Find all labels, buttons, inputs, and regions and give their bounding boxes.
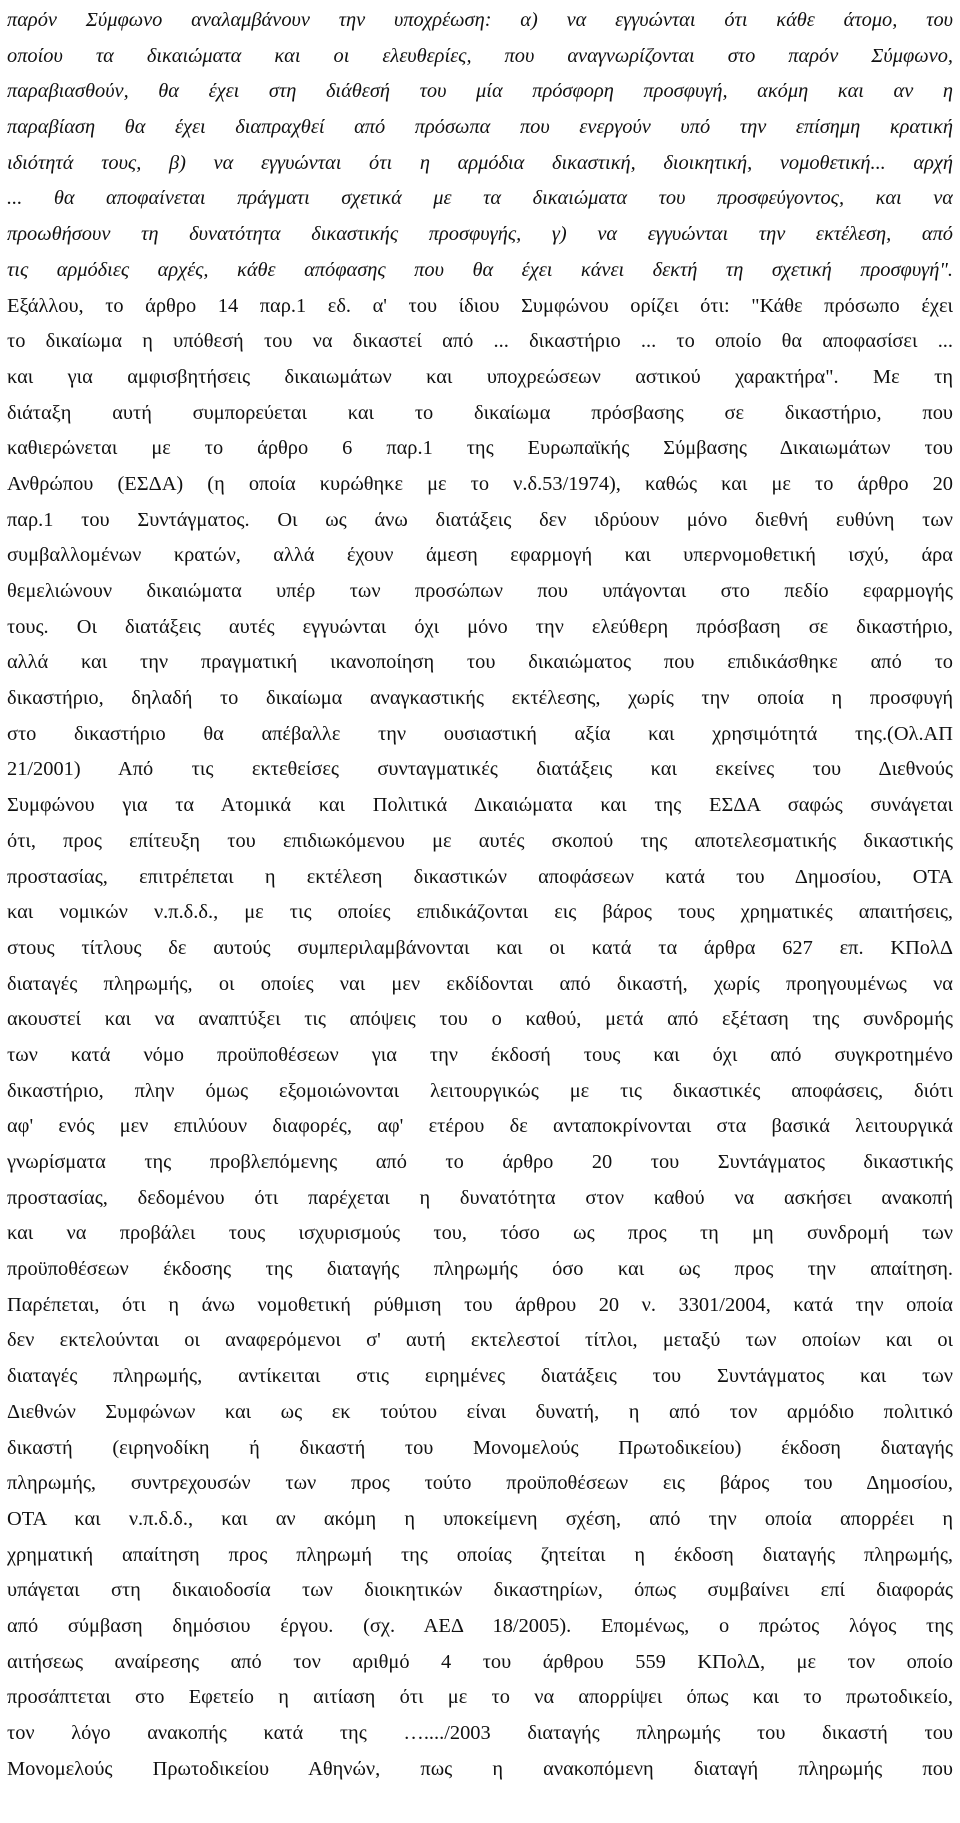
text-line: Εξάλλου, το άρθρο 14 παρ.1 εδ. α' του ίδιου Συμφώνου ορίζει ότι: "Κάθε πρόσωπο έχει (7, 294, 953, 317)
text-line: παρόν Σύμφωνο αναλαμβάνουν την υποχρέωση: α) να εγγυώνται ότι κάθε άτομο, του (7, 9, 953, 31)
text-line: ότι, προς επίτευξη του επιδιωκόμενου με αυτές σκοπού της αποτελεσματικής δικαστικής (7, 829, 953, 852)
text-line: διαταγές πληρωμής, οι οποίες ναι μεν εκδίδονται από δικαστή, χωρίς προηγουμένως να (7, 972, 953, 995)
text-line: δεν εκτελούνται οι αναφερόμενοι σ' αυτή εκτελεστοί τίτλοι, μεταξύ των οποίων και οι (7, 1329, 953, 1352)
text-line: ακουστεί και να αναπτύξει τις απόψεις του ο καθού, μετά από εξέταση της συνδρομής (7, 1008, 953, 1031)
text-line: προωθήσουν τη δυνατότητα δικαστικής προσφυγής, γ) να εγγυώνται την εκτέλεση, από (7, 223, 953, 246)
text-line: παραβιασθούν, θα έχει στη διάθεσή του μία πρόσφορη προσφυγή, ακόμη και αν η (7, 80, 953, 103)
text-line: ιδιότητά τους, β) να εγγυώνται ότι η αρμόδια δικαστική, διοικητική, νομοθετική... αρχή (7, 151, 953, 174)
text-line: παρ.1 του Συντάγματος. Οι ως άνω διατάξεις δεν ιδρύουν μόνο διεθνή ευθύνη των (7, 508, 953, 531)
text-line: προϋποθέσεων έκδοσης της διαταγής πληρωμής όσο και ως προς την απαίτηση. (7, 1258, 953, 1281)
text-line: γνωρίσματα της προβλεπόμενης από το άρθρο 20 του Συντάγματος δικαστικής (7, 1151, 953, 1173)
document-page (7, 0, 953, 1823)
text-line: και να προβάλει τους ισχυρισμούς του, τόσο ως προς τη μη συνδρομή των (7, 1222, 953, 1245)
text-line: τον λόγο ανακοπής κατά της …..../2003 διαταγής πληρωμής του δικαστή του (7, 1722, 953, 1744)
text-line: πληρωμής, συντρεχουσών των προς τούτο προϋποθέσεων εις βάρος του Δημοσίου, (7, 1472, 953, 1495)
text-line: Μονομελούς Πρωτοδικείου Αθηνών, πως η ανακοπόμενη διαταγή πληρωμής που (7, 1757, 953, 1780)
text-line: αιτήσεως αναίρεσης από τον αριθμό 4 του άρθρου 559 ΚΠολΔ, με τον οποίο (7, 1650, 953, 1673)
text-line: 21/2001) Από τις εκτεθείσες συνταγματικές διατάξεις και εκείνες του Διεθνούς (7, 758, 953, 781)
text-line: δικαστήριο, δηλαδή το δικαίωμα αναγκαστικής εκτέλεσης, χωρίς την οποία η προσφυγή (7, 687, 953, 710)
text-line: οποίου τα δικαιώματα και οι ελευθερίες, που αναγνωρίζονται στο παρόν Σύμφωνο, (7, 44, 953, 67)
text-line: Διεθνών Συμφώνων και ως εκ τούτου είναι δυνατή, η από τον αρμόδιο πολιτικό (7, 1400, 953, 1423)
text-line: διάταξη αυτή συμπορεύεται και το δικαίωμα πρόσβασης σε δικαστήριο, που (7, 401, 953, 424)
text-line: δικαστή (ειρηνοδίκη ή δικαστή του Μονομελούς Πρωτοδικείου) έκδοση διαταγής (7, 1436, 953, 1459)
text-line (7, 1787, 953, 1823)
text-line: προσάπτεται στο Εφετείο η αιτίαση ότι με το να απορρίψει όπως και το πρωτοδικείο, (7, 1686, 953, 1709)
text-line: προστασίας, δεδομένου ότι παρέχεται η δυνατότητα στον καθού να ασκήσει ανακοπή (7, 1186, 953, 1209)
text-line: το δικαίωμα η υπόθεσή του να δικαστεί από ... δικαστήριο ... το οποίο θα αποφασίσει ... (7, 330, 953, 353)
text-line: των κατά νόμο προϋποθέσεων για την έκδοσή τους και όχι από συγκροτημένο (7, 1043, 953, 1066)
text-line: Ανθρώπου (ΕΣΔΑ) (η οποία κυρώθηκε με το ν.δ.53/1974), καθώς και με το άρθρο 20 (7, 472, 953, 495)
text-line: και νομικών ν.π.δ.δ., με τις οποίες επιδικάζονται εις βάρος τους χρηματικές απαιτήσεις, (7, 901, 953, 924)
text-line: αλλά και την πραγματική ικανοποίηση του δικαιώματος που επιδικάσθηκε από το (7, 651, 953, 674)
text-line: στο δικαστήριο θα απέβαλλε την ουσιαστική αξία και χρησιμότητά της.(Ολ.ΑΠ (7, 722, 953, 745)
text-line: υπάγεται στη δικαιοδοσία των διοικητικών δικαστηρίων, όπως συμβαίνει επί διαφοράς (7, 1579, 953, 1602)
text-line: ΟΤΑ και ν.π.δ.δ., και αν ακόμη η υποκείμενη σχέση, από την οποία απορρέει η (7, 1507, 953, 1530)
text-line: προστασίας, επιτρέπεται η εκτέλεση δικαστικών αποφάσεων κατά του Δημοσίου, ΟΤΑ (7, 865, 953, 888)
text-line: θεμελιώνουν δικαιώματα υπέρ των προσώπων που υπάγονται στο πεδίο εφαρμογής (7, 580, 953, 602)
text-line: Παρέπεται, ότι η άνω νομοθετική ρύθμιση του άρθρου 20 ν. 3301/2004, κατά την οποία (7, 1293, 953, 1316)
text-line: παραβίαση θα έχει διαπραχθεί από πρόσωπα που ενεργούν υπό την επίσημη κρατική (7, 116, 953, 139)
text-line: ... θα αποφαίνεται πράγματι σχετικά με τα δικαιώματα του προσφεύγοντος, και να (7, 187, 953, 210)
text-line: Συμφώνου για τα Ατομικά και Πολιτικά Δικαιώματα και της ΕΣΔΑ σαφώς συνάγεται (7, 794, 953, 817)
text-line: καθιερώνεται με το άρθρο 6 παρ.1 της Ευρωπαϊκής Σύμβασης Δικαιωμάτων του (7, 437, 953, 460)
text-line: από σύμβαση δημόσιου έργου. (σχ. ΑΕΔ 18/2005). Επομένως, ο πρώτος λόγος της (7, 1614, 953, 1637)
text-line: χρηματική απαίτηση προς πληρωμή της οποίας ζητείται η έκδοση διαταγής πληρωμής, (7, 1543, 953, 1566)
text-line: συμβαλλομένων κρατών, αλλά έχουν άμεση εφαρμογή και υπερνομοθετική ισχύ, άρα (7, 544, 953, 567)
text-line: στους τίτλους δε αυτούς συμπεριλαμβάνονται και οι κατά τα άρθρα 627 επ. ΚΠολΔ (7, 936, 953, 959)
text-line: αφ' ενός μεν επιλύουν διαφορές, αφ' ετέρου δε ανταποκρίνονται στα βασικά λειτουργικά (7, 1115, 953, 1138)
text-line: δικαστήριο, πλην όμως εξομοιώνονται λειτουργικώς με τις δικαστικές αποφάσεις, διότι (7, 1079, 953, 1102)
text-line: τις αρμόδιες αρχές, κάθε απόφασης που θα έχει κάνει δεκτή τη σχετική προσφυγή". (7, 258, 953, 281)
text-line: τους. Οι διατάξεις αυτές εγγυώνται όχι μόνο την ελεύθερη πρόσβαση σε δικαστήριο, (7, 615, 953, 638)
text-line: και για αμφισβητήσεις δικαιωμάτων και υποχρεώσεων αστικού χαρακτήρα". Με τη (7, 365, 953, 388)
text-line: διαταγές πληρωμής, αντίκειται στις ειρημένες διατάξεις του Συντάγματος και των (7, 1365, 953, 1388)
